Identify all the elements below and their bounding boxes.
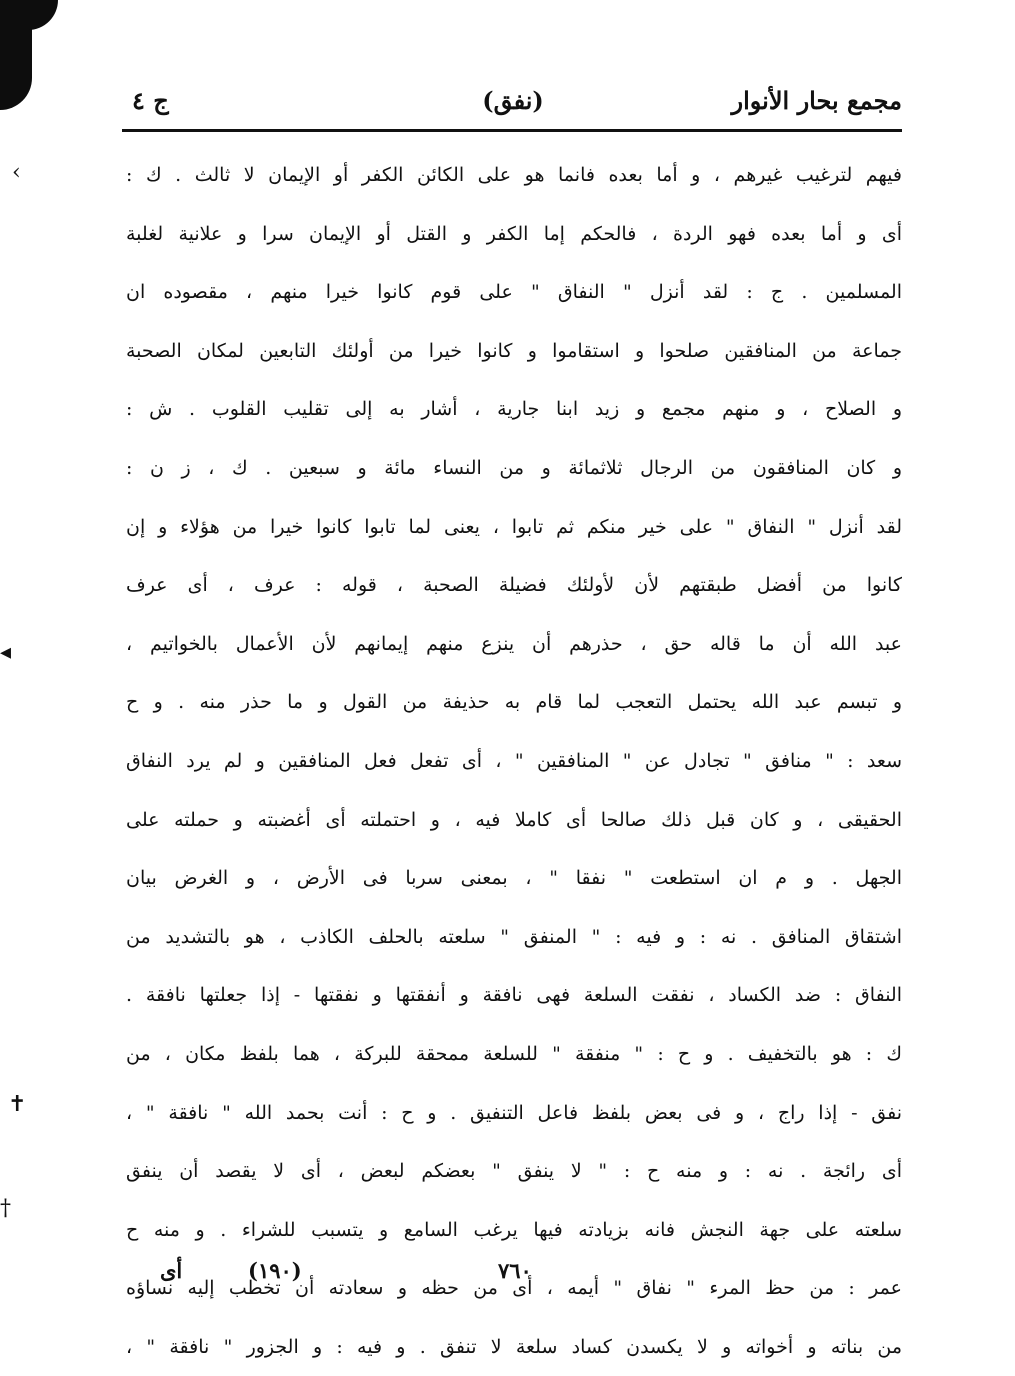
text-line: الحقيقى ، و كان قبل ذلك صالحا أى كاملا فيه ، و احتملته أى أغضبته و حملته على: [126, 808, 902, 831]
section-number: (١٩٠): [248, 1258, 302, 1283]
text-line: أى رائجة . نه : و منه ح : " لا ينفق " بعضكم لبعض ، أى لا يقصد أن ينفق: [126, 1160, 902, 1183]
margin-mark-icon: †: [0, 1196, 11, 1221]
text-line: عمر : من حظ المرء " نفاق " أيمه ، أى من حظه و سعادته أن تخطب إليه نساؤه: [126, 1277, 902, 1300]
text-line: و كان المنافقون من الرجال ثلاثمائة و من النساء مائة و سبعين . ك ، ز ن :: [126, 456, 902, 479]
text-line: الجهل . و م ان استطعت " نفقا " ، بمعنى سربا فى الأرض ، و الغرض بيان: [126, 867, 902, 890]
text-line: اشتقاق المنافق . نه : و فيه : " المنفق " سلعته بالحلف الكاذب ، هو بالتشديد من: [126, 925, 902, 948]
text-line: جماعة من المنافقين صلحوا و استقاموا و كانوا خيرا من أولئك التابعين لمكان الصحبة: [126, 339, 902, 362]
margin-mark-icon: ◂: [0, 640, 12, 665]
margin-mark-icon: ‹: [12, 160, 21, 185]
text-line: و تبسم عبد الله يحتمل التعجب لما قام به حذيفة من القول و ما حذر منه . و ح: [126, 691, 902, 714]
text-line: لقد أنزل " النفاق " على خير منكم ثم تابوا ، يعنى لما تابوا كانوا خيرا من هؤلاء و إن: [126, 515, 902, 538]
text-line: ك : هو بالتخفيف . و ح : " منفقة " للسلعة ممحقة للبركة ، هما بلفظ مكان ، من: [126, 1042, 902, 1065]
text-line: فيهم لترغيب غيرهم ، و أما بعده فانما هو على الكائن الكفر أو الإيمان لا ثالث . ك :: [126, 164, 902, 186]
book-title: مجمع بحار الأنوار: [731, 86, 902, 115]
scan-ink-blot: [0, 0, 58, 30]
catchword: أى: [160, 1258, 183, 1283]
text-line: أى و أما بعده فهو الردة ، فالحكم إما الكفر و القتل أو الإيمان سرا و علانية لغلبة: [126, 222, 902, 245]
header-rule: [122, 129, 902, 132]
entry-title: (نفق): [482, 86, 544, 115]
text-line: كانوا من أفضل طبقتهم لأن لأولئك فضيلة الصحبة ، قوله : عرف ، أى عرف: [126, 574, 902, 597]
page-number: ٧٦٠: [498, 1258, 532, 1283]
running-header: [124, 86, 902, 126]
page-footer: [120, 1258, 820, 1298]
text-line: من بناته و أخواته و لا يكسدن كساد سلعة لا تنفق . و فيه : و الجزور " نافقة " ،: [126, 1335, 902, 1358]
text-body: [126, 146, 902, 1376]
volume-number: ج ٤: [132, 86, 169, 115]
text-line: سلعته على جهة النجش فانه بزيادته فيها يرغب السامع و يتسبب للشراء . و منه ح: [126, 1218, 902, 1241]
text-line: المسلمين . ج : لقد أنزل " النفاق " على قوم كانوا خيرا منهم ، مقصوده ان: [126, 281, 902, 304]
text-line: و الصلاح ، و منهم مجمع و زيد ابنا جارية ، أشار به إلى تقليب القلوب . ش :: [126, 398, 902, 421]
text-line: عبد الله أن ما قاله حق ، حذرهم أن ينزع منهم إيمانهم لأن الأعمال بالخواتيم ،: [126, 632, 902, 655]
text-line: سعد : " منافق " تجادل عن " المنافقين " ، أى تفعل فعل المنافقين و لم يرد النفاق: [126, 749, 902, 772]
text-line: النفاق : ضد الكساد ، نفقت السلعة فهى نافقة و أنفقتها و نفقتها - إذا جعلتها نافقة .: [126, 984, 902, 1007]
margin-mark-icon: ✝: [8, 1092, 27, 1117]
text-line: نفق - إذا راج ، و فى بعض بلفظ فاعل التنفيق . و ح : أنت بحمد الله " نافقة " ،: [126, 1101, 902, 1124]
